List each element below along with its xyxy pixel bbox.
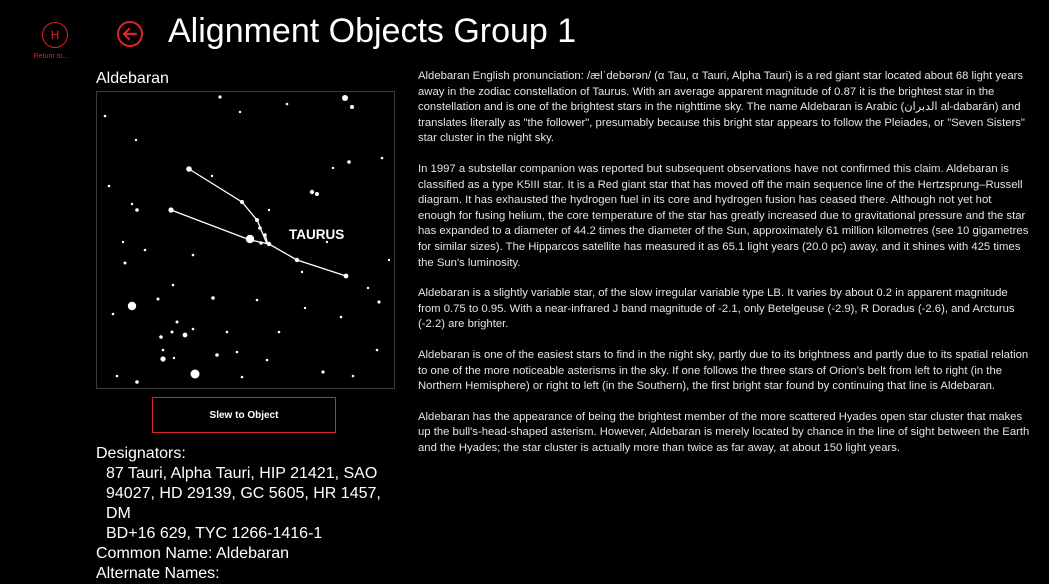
description-paragraph: Aldebaran is one of the easiest stars to find in the night sky, partly due to its brightness and partly due to its spatial relation to one of the more noticeable asterisms in the sky. If one follows the three stars of Orion's belt from left to right (in the Northern Hemisphere) or right to left (in the Southern), the first bright star found by continuing that line is Aldebaran. <box>418 348 1029 393</box>
slew-to-object-button[interactable]: Slew to Object <box>152 397 336 433</box>
object-name: Aldebaran <box>96 70 169 87</box>
description-paragraph: Aldebaran is a slightly variable star, of the slow irregular variable type LB. It varies by about 0.2 in apparent magnitude from 0.75 to 0.95. With a near-infrared J band magnitude of -2.1, only Betelgeuse (-2.9), R Doradus (-2.6), and Arcturus (-2.2) are brighter. <box>418 287 1015 331</box>
constellation-label: TAURUS <box>289 227 345 242</box>
description-paragraph: Aldebaran has the appearance of being the brightest member of the more scattered Hyades open star cluster that makes up the bull's-head-shaped asterism. However, Aldebaran is merely located by chance in the line of sight between the Earth and the Hyades; the star cluster is actually more than twice as far away, at about 150 light years. <box>418 410 1030 454</box>
designators-label: Designators: <box>96 445 186 462</box>
home-icon: H <box>42 22 68 48</box>
description-paragraph: In 1997 a substellar companion was reported but subsequent observations have not confirmed this claim. Aldebaran is classified as a type K5III star. It is a Red giant star that has moved off the main sequence line of the Hertzsprung–Russell diagram. It has exhausted the hydrogen fuel in its core and hydrogen fusion has ceased there. Although not yet hot enough for fusing helium, the core temperature of the star has greatly increased due to gravitational pressure and the star has expanded to a diameter of 44.2 times the diameter of the Sun, approximately 61 million kilometres (see 10 gigametres for similar sizes). The Hipparcos satellite has measured it as 65.1 light years (20.0 pc) away, and it shines with 425 times the Sun's luminosity. <box>418 162 1029 269</box>
taurus-star-map <box>97 92 394 388</box>
star-chart-image <box>96 91 395 389</box>
designators-line: 94027, HD 29139, GC 5605, HR 1457, DM <box>106 485 381 522</box>
constellation-lines <box>171 169 346 276</box>
page-title: Alignment Objects Group 1 <box>168 12 577 50</box>
object-details <box>96 444 406 584</box>
return-home-button[interactable] <box>33 22 70 62</box>
designators-line: BD+16 629, TYC 1266-1416-1 <box>106 525 323 542</box>
alternate-names-label: Alternate Names: <box>96 565 220 582</box>
description-paragraph: Aldebaran English pronunciation: /ælˈdebərən/ (α Tau, α Tauri, Alpha Tauri) is a red giant star located about 68 light years away in the zodiac constellation of Taurus. With an average apparent magnitude of 0.87 it is the brightest star in the constellation and is one of the brightest stars in the nighttime sky. The name Aldebaran is Arabic (الدبران al-dabarān) and translates literally as "the follower", presumably because this bright star appears to follow the Pleiades, or "Seven Sisters" star cluster in the night sky. <box>418 70 1025 145</box>
stars <box>104 95 391 384</box>
designators-line: 87 Tauri, Alpha Tauri, HIP 21421, SAO <box>106 465 378 482</box>
back-button[interactable] <box>116 20 144 48</box>
return-caption: Return to... <box>33 53 69 60</box>
object-description <box>418 69 1030 471</box>
common-name: Common Name: Aldebaran <box>96 545 289 562</box>
arrow-left-circle-icon <box>116 20 144 48</box>
